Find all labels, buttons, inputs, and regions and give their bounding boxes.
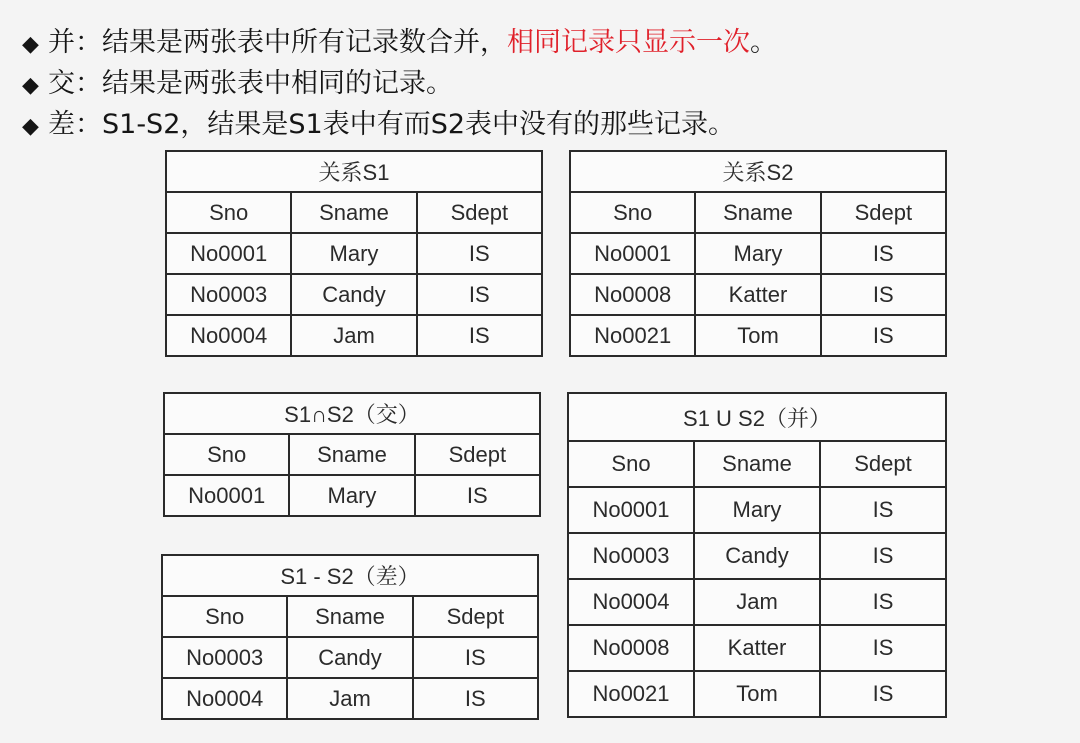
table-cell: Mary	[694, 487, 820, 533]
table-header-row	[568, 441, 946, 487]
column-header-sno: Sno	[570, 192, 695, 233]
table-header-row	[166, 192, 542, 233]
bullet-text: S1-S2，结果是S1表中有而S2表中没有的那些记录。	[102, 109, 736, 140]
bullet-tail: 。	[750, 27, 777, 58]
table-cell: No0021	[570, 315, 695, 356]
bullet-label: 差：	[48, 109, 102, 140]
table-row	[570, 233, 946, 274]
bullet-text: 结果是两张表中相同的记录。	[102, 68, 453, 99]
table-cell: Mary	[291, 233, 416, 274]
column-header-sname: Sname	[287, 596, 412, 637]
table-title-row	[164, 393, 540, 434]
table-cell: IS	[821, 274, 946, 315]
table-header-row	[164, 434, 540, 475]
table-cell: IS	[413, 678, 538, 719]
table-header-row	[162, 596, 538, 637]
table-cell: IS	[820, 487, 946, 533]
table-cell: IS	[417, 274, 542, 315]
table-cell: Candy	[291, 274, 416, 315]
table-cell: Jam	[694, 579, 820, 625]
bullet-union	[22, 22, 777, 63]
column-header-sname: Sname	[291, 192, 416, 233]
column-header-sno: Sno	[568, 441, 694, 487]
table-cell: IS	[413, 637, 538, 678]
column-header-sdept: Sdept	[821, 192, 946, 233]
table-cell: No0001	[166, 233, 291, 274]
table-cell: IS	[417, 233, 542, 274]
table-cell: Candy	[287, 637, 412, 678]
table-cell: IS	[820, 533, 946, 579]
bullet-label: 交：	[48, 68, 102, 99]
table-cell: No0004	[166, 315, 291, 356]
relation-s1-table	[165, 150, 543, 357]
bullet-list	[22, 22, 777, 145]
table-cell: Tom	[694, 671, 820, 717]
table-cell: IS	[417, 315, 542, 356]
table-row	[166, 315, 542, 356]
table-row	[568, 579, 946, 625]
table-row	[568, 487, 946, 533]
column-header-sdept: Sdept	[413, 596, 538, 637]
table-row	[570, 274, 946, 315]
column-header-sno: Sno	[164, 434, 289, 475]
table-cell: Jam	[287, 678, 412, 719]
column-header-sname: Sname	[694, 441, 820, 487]
table-row	[568, 533, 946, 579]
table-row	[568, 625, 946, 671]
difference-table	[161, 554, 539, 720]
column-header-sdept: Sdept	[820, 441, 946, 487]
table-cell: No0003	[568, 533, 694, 579]
intersection-table	[163, 392, 541, 517]
table-cell: No0008	[570, 274, 695, 315]
table-cell: No0021	[568, 671, 694, 717]
column-header-sname: Sname	[289, 434, 414, 475]
table-cell: Candy	[694, 533, 820, 579]
table-title-row	[162, 555, 538, 596]
table-row	[164, 475, 540, 516]
table-row	[568, 671, 946, 717]
table-cell: No0001	[164, 475, 289, 516]
table-title: 关系S1	[166, 151, 542, 192]
table-cell: IS	[821, 233, 946, 274]
union-table	[567, 392, 947, 718]
table-cell: No0001	[568, 487, 694, 533]
column-header-sno: Sno	[162, 596, 287, 637]
table-cell: No0004	[162, 678, 287, 719]
table-cell: No0003	[162, 637, 287, 678]
table-title-row	[570, 151, 946, 192]
table-cell: Katter	[695, 274, 820, 315]
bullet-text: 结果是两张表中所有记录数合并，	[102, 27, 507, 58]
table-cell: Jam	[291, 315, 416, 356]
table-cell: Tom	[695, 315, 820, 356]
table-title: S1 U S2（并）	[568, 393, 946, 441]
table-header-row	[570, 192, 946, 233]
table-title-row	[166, 151, 542, 192]
table-title: S1∩S2（交）	[164, 393, 540, 434]
column-header-sname: Sname	[695, 192, 820, 233]
column-header-sdept: Sdept	[415, 434, 540, 475]
diamond-bullet-icon: ◆	[22, 114, 39, 139]
relation-s2-table	[569, 150, 947, 357]
table-cell: Mary	[695, 233, 820, 274]
table-title: 关系S2	[570, 151, 946, 192]
diamond-bullet-icon: ◆	[22, 73, 39, 98]
table-row	[162, 678, 538, 719]
table-cell: IS	[820, 671, 946, 717]
table-cell: Katter	[694, 625, 820, 671]
table-cell: IS	[415, 475, 540, 516]
table-cell: IS	[821, 315, 946, 356]
table-cell: No0008	[568, 625, 694, 671]
diamond-bullet-icon: ◆	[22, 32, 39, 57]
table-row	[570, 315, 946, 356]
table-cell: No0003	[166, 274, 291, 315]
bullet-intersection	[22, 63, 777, 104]
table-row	[166, 233, 542, 274]
bullet-difference	[22, 104, 777, 145]
table-title: S1 - S2（差）	[162, 555, 538, 596]
table-cell: IS	[820, 625, 946, 671]
table-title-row	[568, 393, 946, 441]
column-header-sdept: Sdept	[417, 192, 542, 233]
bullet-label: 并：	[48, 27, 102, 58]
table-cell: No0004	[568, 579, 694, 625]
table-cell: Mary	[289, 475, 414, 516]
table-cell: IS	[820, 579, 946, 625]
bullet-highlight: 相同记录只显示一次	[507, 27, 750, 58]
table-row	[166, 274, 542, 315]
column-header-sno: Sno	[166, 192, 291, 233]
table-row	[162, 637, 538, 678]
table-cell: No0001	[570, 233, 695, 274]
